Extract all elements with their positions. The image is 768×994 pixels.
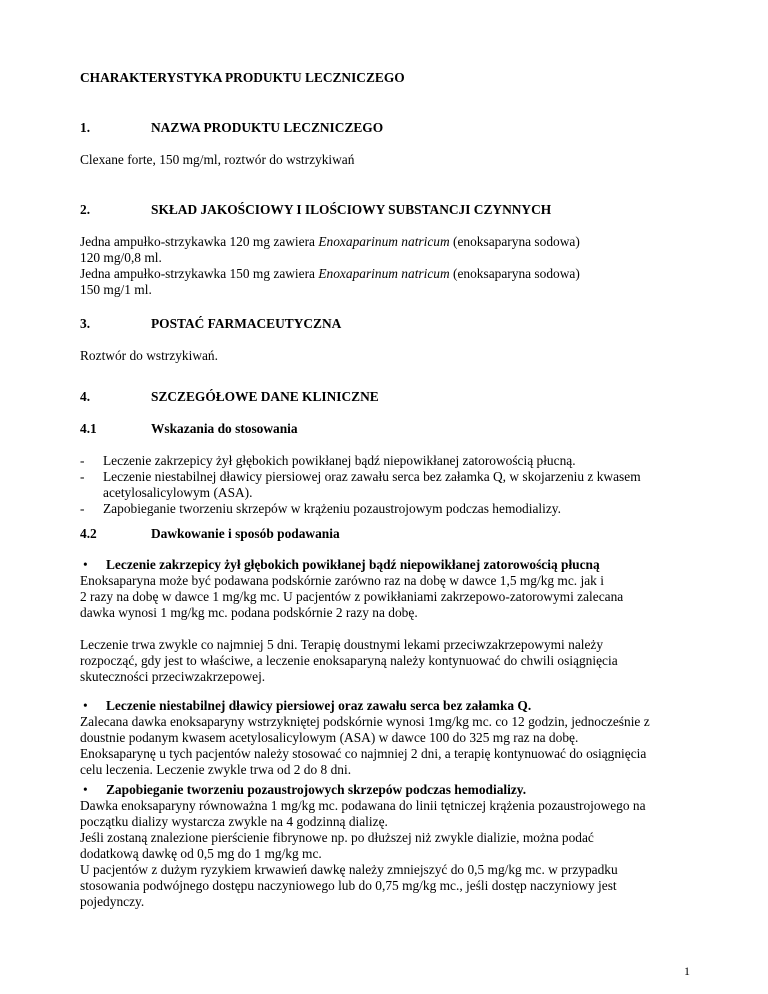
section-4-2-heading: Dawkowanie i sposób podawania	[151, 526, 340, 541]
product-name-text: Clexane forte, 150 mg/ml, roztwór do wstrzykiwań	[80, 152, 355, 167]
document-title: CHARAKTERYSTYKA PRODUKTU LECZNICZEGO	[80, 70, 405, 85]
section-4-1-number: 4.1	[80, 421, 97, 436]
dosing-heading-dvt: • Leczenie zakrzepicy żył głębokich powikłanej bądź niepowikłanej zatorowością płucną	[80, 557, 600, 573]
section-4-number: 4.	[80, 389, 91, 404]
section-3-heading: POSTAĆ FARMACEUTYCZNA	[151, 316, 342, 331]
section-4-1-heading: Wskazania do stosowania	[151, 421, 298, 436]
dosing-heading-hemodialysis: • Zapobieganie tworzeniu pozaustrojowych skrzepów podczas hemodializy.	[80, 782, 526, 798]
section-1-heading: NAZWA PRODUKTU LECZNICZEGO	[151, 120, 384, 135]
composition-line: Jedna ampułko-strzykawka 120 mg zawiera Enoxaparinum natricum (enoksaparyna sodowa)	[80, 234, 580, 249]
section-2-number: 2.	[80, 202, 91, 217]
form-text: Roztwór do wstrzykiwań.	[80, 348, 218, 363]
dosing-hemodialysis-paragraph: Dawka enoksaparyny równoważna 1 mg/kg mc. podawana do linii tętniczej krążenia pozaustrojowego na początku dializy wystarcza zwykle na 4 godzinną dializę. Jeśli zostaną znalezione pierścienie fibrynowe np. po dłuższej niż zwykle dializie, można podać dodatkową dawkę od 0,5 mg do 1 mg/kg mc. U pacjentów z dużym ryzykiem krwawień dawkę należy zmniejszyć do 0,5 mg/kg mc. w przypadku stosowania podwójnego dostępu naczyniowego lub do 0,75 mg/kg mc., jeśli dostęp naczyniowy jest pojedynczy.	[80, 798, 646, 909]
dosing-dvt-paragraph: Enoksaparyna może być podawana podskórnie zarówno raz na dobę w dawce 1,5 mg/kg mc. jak i 2 razy na dobę w dawce 1 mg/kg mc. U pacjentów z powikłaniami zakrzepowo-zatorowymi zalecana dawka wynosi 1 mg/kg mc. podana podskórnie 2 razy na dobę.	[80, 573, 624, 620]
page-number: 1	[684, 964, 690, 978]
section-4-heading: SZCZEGÓŁOWE DANE KLINICZNE	[151, 389, 379, 404]
dosing-angina-paragraph: Zalecana dawka enoksaparyny wstrzykniętej podskórnie wynosi 1mg/kg mc. co 12 godzin, jednocześnie z doustnie podanym kwasem acetylosalicylowym (ASA) w dawce 100 do 325 mg raz na dobę. Enoksaparynę u tych pacjentów należy stosować co najmniej 2 dni, a terapię kontynuować do osiągnięcia celu leczenia. Leczenie zwykle trwa od 2 do 8 dni.	[80, 714, 650, 777]
composition-line: Jedna ampułko-strzykawka 150 mg zawiera Enoxaparinum natricum (enoksaparyna sodowa)	[80, 266, 580, 281]
section-4-2-number: 4.2	[80, 526, 97, 541]
indications-list	[80, 453, 690, 517]
dash-marker: -	[80, 453, 85, 468]
dash-marker: -	[80, 501, 85, 516]
composition-paragraph	[80, 234, 680, 298]
section-3-number: 3.	[80, 316, 91, 331]
bullet-icon: •	[83, 557, 88, 572]
composition-line: 150 mg/1 ml.	[80, 282, 152, 297]
list-item: - Leczenie zakrzepicy żył głębokich powikłanej bądź niepowikłanej zatorowością płucną.	[80, 453, 576, 468]
dosing-heading-angina: • Leczenie niestabilnej dławicy piersiowej oraz zawału serca bez załamka Q.	[80, 698, 531, 714]
dosing-dvt-duration-paragraph: Leczenie trwa zwykle co najmniej 5 dni. Terapię doustnymi lekami przeciwzakrzepowymi należy rozpocząć, gdy jest to właściwe, a leczenie enoksaparyną należy kontynuować do chwili osiągnięcia skuteczności przeciwzakrzepowej.	[80, 637, 618, 684]
section-2-heading: SKŁAD JAKOŚCIOWY I ILOŚCIOWY SUBSTANCJI CZYNNYCH	[151, 202, 552, 217]
bullet-icon: •	[83, 782, 88, 797]
list-item: - Zapobieganie tworzeniu skrzepów w krążeniu pozaustrojowym podczas hemodializy.	[80, 501, 561, 516]
section-1-number: 1.	[80, 120, 91, 135]
bullet-icon: •	[83, 698, 88, 713]
list-item: - Leczenie niestabilnej dławicy piersiowej oraz zawału serca bez załamka Q, w skojarzeniu z kwasem acetylosalicylowym (ASA).	[80, 469, 641, 500]
dash-marker: -	[80, 469, 85, 484]
composition-line: 120 mg/0,8 ml.	[80, 250, 162, 265]
